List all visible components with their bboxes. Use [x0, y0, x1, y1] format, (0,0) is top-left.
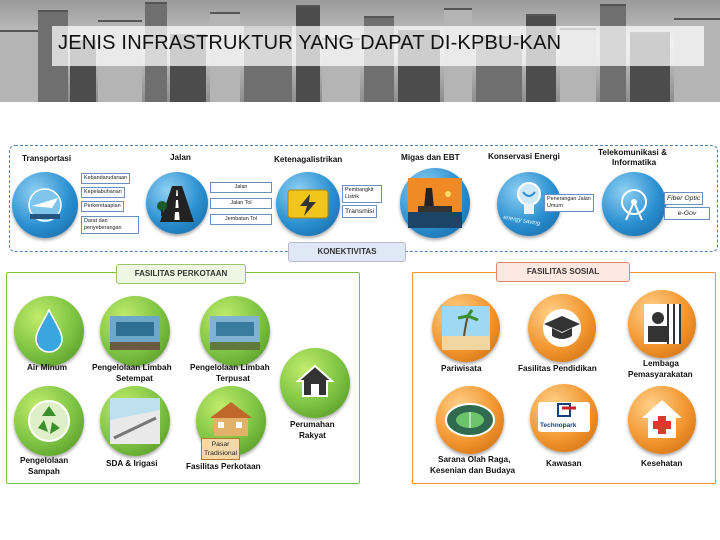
limbah-terpusat-icon	[200, 296, 270, 366]
telekomunikasi-icon	[602, 172, 666, 236]
limbah-terpusat-label-1: Pengelolaan Limbah	[190, 363, 270, 372]
fasilitas-pendidikan-icon	[528, 294, 596, 362]
fasilitas-perkotaan-tab: FASILITAS PERKOTAAN	[116, 264, 246, 284]
transportasi-label: Transportasi	[22, 154, 72, 163]
konektivitas-tab: KONEKTIVITAS	[288, 242, 406, 262]
transportasi-icon	[12, 172, 78, 238]
listrik-item-2: Transmisi	[342, 205, 377, 218]
telekom-item-2: e-Gov	[664, 207, 710, 220]
pasar-label-1: Pasar	[211, 441, 230, 448]
pasar-label-2: Tradisional	[204, 450, 237, 457]
limbah-terpusat-label-2: Terpusat	[216, 374, 250, 383]
lapas-label-2: Pemasyarakatan	[628, 370, 693, 379]
pariwisata-label: Pariwisata	[441, 364, 482, 373]
jalan-icon	[146, 172, 208, 234]
pendidikan-label: Fasilitas Pendidikan	[518, 364, 597, 373]
sampah-label-1: Pengelolaan	[20, 456, 69, 465]
lapas-label-1: Lembaga	[643, 359, 679, 368]
ketenagalistrikan-label: Ketenagalistrikan	[274, 155, 343, 164]
kesehatan-icon	[628, 386, 696, 454]
lembaga-pemasyarakatan-icon	[628, 290, 696, 358]
perumahan-label-1: Perumahan	[290, 420, 335, 429]
transportasi-item-2: Kepelabuhanan	[81, 187, 125, 198]
technopark-logo-text: Technopark	[540, 422, 577, 429]
transportasi-item-3: Perkeretaapian	[81, 201, 124, 212]
pariwisata-icon	[432, 294, 500, 362]
telekom-item-1: Fiber Optic	[664, 192, 703, 205]
listrik-item-1: Pembangkit Listrik	[342, 185, 382, 203]
jalan-item-3: Jembatan Tol	[210, 214, 272, 225]
limbah-setempat-label-1: Pengelolaan Limbah	[92, 363, 172, 372]
pengelolaan-sampah-icon	[14, 386, 84, 456]
sda-irigasi-label: SDA & Irigasi	[106, 459, 158, 468]
sda-irigasi-icon	[100, 386, 170, 456]
jalan-label: Jalan	[170, 153, 191, 162]
limbah-setempat-label-2: Setempat	[116, 374, 153, 383]
telekom-label-1: Telekomunikasi &	[598, 148, 668, 157]
fasilitas-sosial-tab: FASILITAS SOSIAL	[496, 262, 630, 282]
fasilitas-perkotaan-label: Fasilitas Perkotaan	[186, 462, 261, 471]
ketenagalistrikan-icon	[276, 172, 340, 236]
air-minum-icon	[14, 296, 84, 366]
konservasi-label: Konservasi Energi	[488, 152, 560, 161]
olahraga-label-1: Sarana Olah Raga,	[438, 455, 511, 464]
jalan-item-1: Jalan	[210, 182, 272, 193]
sarana-olahraga-icon	[436, 386, 504, 454]
limbah-setempat-icon	[100, 296, 170, 366]
pasar-tradisional-badge	[201, 438, 240, 460]
perumahan-rakyat-icon	[280, 348, 350, 418]
transportasi-item-4: Darat dan penyeberangan	[81, 216, 139, 234]
telekom-label-2: Informatika	[612, 158, 657, 167]
kawasan-icon	[530, 384, 598, 452]
olahraga-label-2: Kesenian dan Budaya	[430, 466, 516, 475]
perumahan-label-2: Rakyat	[299, 431, 326, 440]
konservasi-item-1: Penerangan Jalan Umum	[544, 194, 594, 212]
migas-label: Migas dan EBT	[401, 153, 460, 162]
page-title: JENIS INFRASTRUKTUR YANG DAPAT DI-KPBU-KAN	[58, 32, 562, 54]
transportasi-item-1: Kebandarudaraan	[81, 173, 130, 184]
migas-icon	[400, 168, 470, 238]
jalan-item-2: Jalan Tol	[210, 198, 272, 209]
kawasan-label: Kawasan	[546, 459, 582, 468]
sampah-label-2: Sampah	[28, 467, 60, 476]
kesehatan-label: Kesehatan	[641, 459, 683, 468]
energy-saving-text: energy saving	[502, 214, 541, 228]
air-minum-label: Air Minum	[27, 363, 68, 372]
